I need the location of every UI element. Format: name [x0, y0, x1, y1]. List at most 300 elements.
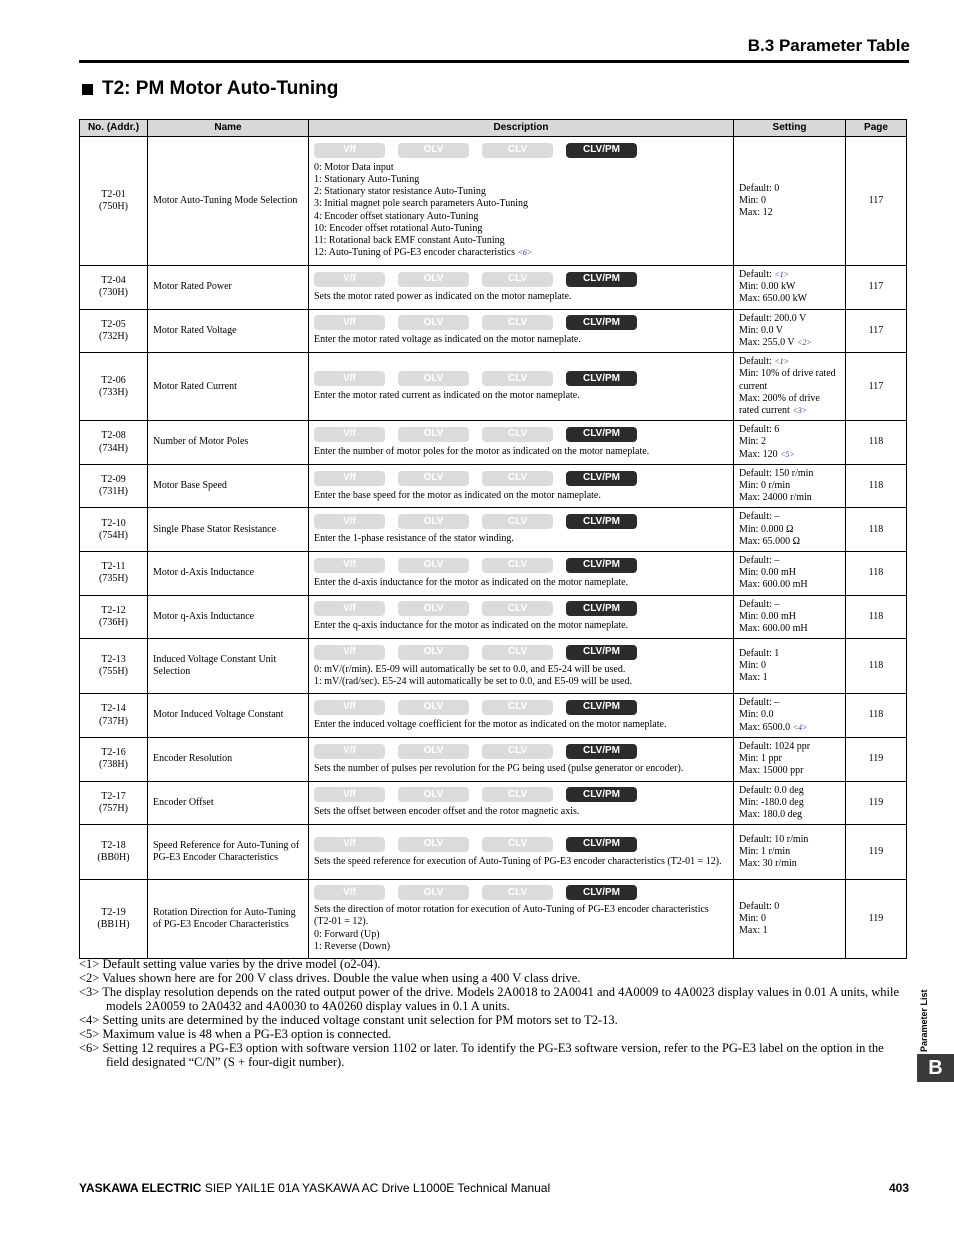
table-row — [80, 694, 907, 738]
control-mode-badges — [314, 700, 728, 715]
control-mode-badge: OLV — [398, 837, 469, 852]
parameter-number-cell — [80, 639, 148, 694]
control-mode-badge: CLV — [482, 272, 553, 287]
parameter-number: T2-09 — [101, 473, 126, 485]
parameter-setting-cell — [734, 825, 846, 880]
setting-line — [739, 269, 840, 281]
parameter-address: (735H) — [99, 573, 128, 585]
setting-value: Default: – — [739, 598, 780, 610]
setting-value: Min: 0.0 V — [739, 324, 783, 336]
parameter-page-ref: 118 — [846, 552, 907, 596]
setting-value: Default: 1 — [739, 647, 780, 659]
control-mode-badge: CLV — [482, 371, 553, 386]
setting-line — [739, 449, 840, 461]
side-tab-letter: B — [917, 1054, 954, 1082]
setting-value: Default: – — [739, 697, 780, 709]
footnote: <6> Setting 12 requires a PG-E3 option with software version 1102 or later. To identify the PG-E3 software version, refer to the PG-E3 label on the option in the field designated “C/N” (S + four-digit number). — [79, 1041, 884, 1069]
setting-line — [739, 697, 840, 709]
parameter-number: T2-01 — [101, 188, 126, 200]
setting-value: Min: 2 — [739, 436, 766, 448]
parameter-setting-cell — [734, 266, 846, 310]
parameter-number-cell — [80, 353, 148, 421]
description-line: Sets the direction of motor rotation for execution of Auto-Tuning of PG-E3 encoder characteristics (T2-01 = 12). — [314, 904, 709, 928]
parameter-number: T2-08 — [101, 430, 126, 442]
parameter-number: T2-10 — [101, 517, 126, 529]
parameter-name: Single Phase Stator Resistance — [148, 508, 309, 552]
control-mode-badge: CLV — [482, 315, 553, 330]
description-line: 1: mV/(rad/sec). E5-24 will automatically be set to 0.0, and E5-09 will be used. — [314, 675, 632, 687]
setting-line — [739, 648, 840, 660]
setting-value: Max: 12 — [739, 207, 773, 219]
setting-value: Default: 200.0 V — [739, 312, 807, 324]
table-row — [80, 508, 907, 552]
parameter-page-ref: 117 — [846, 309, 907, 353]
side-tab-label: Parameter List — [919, 989, 929, 1052]
description-line: Enter the motor rated current as indicated on the motor nameplate. — [314, 390, 580, 402]
parameter-setting-cell — [734, 880, 846, 959]
setting-line — [739, 424, 840, 436]
setting-value: Max: 600.00 mH — [739, 623, 808, 635]
parameter-name: Motor Rated Power — [148, 266, 309, 310]
parameter-number-cell — [80, 421, 148, 465]
table-row — [80, 880, 907, 959]
control-mode-badge: CLV — [482, 601, 553, 616]
parameter-number: T2-13 — [101, 654, 126, 666]
control-mode-badge: V/f — [314, 558, 385, 573]
setting-line — [739, 785, 840, 797]
setting-line — [739, 913, 840, 925]
setting-line — [739, 660, 840, 672]
parameter-number-cell — [80, 508, 148, 552]
footnote-reference: <1> — [774, 357, 790, 367]
parameter-page-ref: 117 — [846, 353, 907, 421]
setting-value: Min: 0 — [739, 913, 766, 924]
control-mode-badge: V/f — [314, 272, 385, 287]
header-rule — [79, 60, 909, 63]
setting-value: Min: 0.0 — [739, 709, 774, 721]
parameter-address: (737H) — [99, 715, 128, 727]
control-mode-badge: CLV/PM — [566, 272, 637, 287]
parameter-description-cell — [309, 639, 734, 694]
parameter-number: T2-19 — [101, 906, 126, 918]
control-mode-badge: V/f — [314, 885, 385, 900]
description-line: Sets the number of pulses per revolution for the PG being used (pulse generator or encoder). — [314, 762, 684, 774]
setting-value: Min: 0.00 mH — [739, 567, 796, 579]
setting-line — [739, 797, 840, 809]
footnote-reference: <1> — [774, 270, 790, 279]
control-mode-badge: CLV/PM — [566, 514, 637, 529]
parameter-number: T2-12 — [101, 604, 126, 616]
parameter-number: T2-04 — [101, 275, 126, 287]
control-mode-badge: V/f — [314, 645, 385, 660]
setting-line — [739, 925, 840, 937]
table-row — [80, 464, 907, 508]
setting-line — [739, 555, 840, 567]
parameter-name: Motor Induced Voltage Constant — [148, 694, 309, 738]
control-mode-badge: OLV — [398, 371, 469, 386]
description-line: Enter the induced voltage coefficient for the motor as indicated on the motor nameplate. — [314, 718, 667, 730]
parameter-name: Motor Rated Voltage — [148, 309, 309, 353]
description-line: Enter the q-axis inductance for the motor as indicated on the motor nameplate. — [314, 620, 629, 632]
setting-value: Max: 120 — [739, 448, 778, 460]
control-mode-badges — [314, 427, 728, 442]
control-mode-badge: OLV — [398, 787, 469, 802]
footer — [79, 1181, 909, 1195]
parameter-name: Motor Auto-Tuning Mode Selection — [148, 137, 309, 266]
setting-line — [739, 207, 840, 219]
control-mode-badge: OLV — [398, 427, 469, 442]
control-mode-badge: CLV/PM — [566, 885, 637, 900]
description-line: 0: Forward (Up) — [314, 928, 380, 940]
control-mode-badge: CLV — [482, 514, 553, 529]
setting-line — [739, 599, 840, 611]
control-mode-badges — [314, 885, 728, 900]
parameter-address: (755H) — [99, 666, 128, 678]
control-mode-badge: OLV — [398, 471, 469, 486]
page-title-text: T2: PM Motor Auto-Tuning — [102, 78, 339, 99]
setting-value: Min: -180.0 deg — [739, 796, 804, 808]
parameter-setting-cell — [734, 737, 846, 781]
table-header-row — [80, 120, 907, 137]
description-line: 4: Encoder offset stationary Auto-Tuning — [314, 210, 479, 222]
setting-value: Min: 0.000 Ω — [739, 523, 794, 535]
control-mode-badge: V/f — [314, 837, 385, 852]
control-mode-badge: V/f — [314, 143, 385, 158]
parameter-description-cell — [309, 353, 734, 421]
parameter-number-cell — [80, 880, 148, 959]
parameter-number-cell — [80, 781, 148, 825]
control-mode-badges — [314, 601, 728, 616]
description-line: 1: Reverse (Down) — [314, 940, 391, 952]
page-number: 403 — [888, 1181, 909, 1195]
setting-line — [739, 611, 840, 623]
setting-value: Max: 180.0 deg — [739, 808, 803, 820]
parameter-address: (733H) — [99, 386, 128, 398]
control-mode-badge: OLV — [398, 601, 469, 616]
parameter-address: (734H) — [99, 442, 128, 454]
control-mode-badge: OLV — [398, 514, 469, 529]
control-mode-badge: CLV — [482, 787, 553, 802]
control-mode-badges — [314, 315, 728, 330]
parameter-number-cell — [80, 595, 148, 639]
setting-value: Default: 6 — [739, 424, 780, 436]
square-bullet-icon — [82, 84, 93, 95]
setting-line — [739, 480, 840, 492]
control-mode-badge: CLV/PM — [566, 837, 637, 852]
setting-value: Default: 10 r/min — [739, 833, 809, 845]
table-row — [80, 825, 907, 880]
setting-value: Default: – — [739, 555, 780, 567]
control-mode-badge: CLV — [482, 645, 553, 660]
setting-line — [739, 281, 840, 293]
parameter-description-cell — [309, 421, 734, 465]
parameter-setting-cell — [734, 552, 846, 596]
control-mode-badge: V/f — [314, 315, 385, 330]
parameter-table — [79, 119, 907, 959]
control-mode-badge: CLV — [482, 558, 553, 573]
parameter-description-cell — [309, 266, 734, 310]
column-header-description: Description — [309, 120, 734, 137]
setting-value: Default: 1024 ppr — [739, 740, 811, 752]
setting-line — [739, 858, 840, 870]
table-row — [80, 266, 907, 310]
section-header: B.3 Parameter Table — [747, 36, 910, 55]
description-line: Enter the base speed for the motor as indicated on the motor nameplate. — [314, 489, 601, 501]
setting-line — [739, 337, 840, 349]
parameter-name: Number of Motor Poles — [148, 421, 309, 465]
setting-value: Min: 0.00 mH — [739, 610, 796, 622]
setting-line — [739, 709, 840, 721]
parameter-name: Induced Voltage Constant Unit Selection — [148, 639, 309, 694]
parameter-page-ref: 119 — [846, 737, 907, 781]
setting-line — [739, 623, 840, 635]
setting-value: Max: 1 — [739, 672, 768, 684]
description-line: 1: Stationary Auto-Tuning — [314, 173, 420, 185]
description-line: 12: Auto-Tuning of PG-E3 encoder characteristics — [314, 247, 515, 259]
parameter-number-cell — [80, 694, 148, 738]
setting-line — [739, 293, 840, 305]
parameter-number-cell — [80, 309, 148, 353]
setting-value: Min: 0 — [739, 660, 766, 672]
setting-value: Min: 0 r/min — [739, 480, 791, 492]
parameter-page-ref: 118 — [846, 639, 907, 694]
parameter-address: (754H) — [99, 529, 128, 541]
control-mode-badge: CLV/PM — [566, 371, 637, 386]
parameter-number: T2-14 — [101, 703, 126, 715]
parameter-address: (731H) — [99, 486, 128, 498]
control-mode-badges — [314, 744, 728, 759]
parameter-number-cell — [80, 552, 148, 596]
control-mode-badges — [314, 645, 728, 660]
table-row — [80, 309, 907, 353]
parameter-description-cell — [309, 137, 734, 266]
setting-line — [739, 722, 840, 734]
parameter-setting-cell — [734, 639, 846, 694]
setting-line — [739, 492, 840, 504]
setting-value: Max: 600.00 mH — [739, 579, 808, 591]
control-mode-badge: CLV/PM — [566, 558, 637, 573]
setting-value: Default: — [739, 356, 772, 368]
description-line: 3: Initial magnet pole search parameters Auto-Tuning — [314, 198, 529, 210]
setting-line — [739, 195, 840, 207]
control-mode-badge: CLV — [482, 700, 553, 715]
setting-line — [739, 356, 840, 368]
description-line: Enter the motor rated voltage as indicated on the motor nameplate. — [314, 334, 581, 346]
setting-line — [739, 567, 840, 579]
setting-line — [739, 313, 840, 325]
setting-line — [739, 834, 840, 846]
parameter-address: (736H) — [99, 616, 128, 628]
footnote-reference: <3> — [792, 406, 808, 416]
setting-line — [739, 765, 840, 777]
control-mode-badges — [314, 371, 728, 386]
parameter-description-cell — [309, 595, 734, 639]
footer-doc-title: SIEP YAIL1E 01A YASKAWA AC Drive L1000E Technical Manual — [204, 1181, 551, 1195]
setting-line — [739, 183, 840, 195]
table-row — [80, 639, 907, 694]
setting-value: Default: 0.0 deg — [739, 784, 804, 796]
footnote: <4> Setting units are determined by the induced voltage constant unit selection for PM motors set to T2-13. — [79, 1013, 618, 1027]
setting-line — [739, 846, 840, 858]
parameter-description-cell — [309, 464, 734, 508]
control-mode-badge: CLV/PM — [566, 700, 637, 715]
parameter-page-ref: 119 — [846, 781, 907, 825]
parameter-number: T2-18 — [101, 839, 126, 851]
control-mode-badge: CLV/PM — [566, 471, 637, 486]
parameter-page-ref: 117 — [846, 266, 907, 310]
setting-value: Max: 200% of drive rated current — [739, 392, 820, 417]
footnote: <3> The display resolution depends on the rated output power of the drive. Models 2A0018 to 2A0041 and 4A0009 to 4A0023 display values in 0.01 A units, while models 2A0059 to 2A0432 and 4A0030 to 4A0260 display values in 0.1 A units. — [79, 985, 900, 1013]
page-title — [82, 78, 338, 100]
setting-line — [739, 436, 840, 448]
description-line: 0: mV/(r/min). E5-09 will automatically be set to 0.0, and E5-24 will be used. — [314, 663, 626, 675]
control-mode-badge: CLV — [482, 471, 553, 486]
control-mode-badges — [314, 514, 728, 529]
description-line: Sets the speed reference for execution of Auto-Tuning of PG-E3 encoder characteristics (T2-01 = 12). — [314, 855, 722, 867]
parameter-name: Encoder Resolution — [148, 737, 309, 781]
parameter-number: T2-16 — [101, 746, 126, 758]
parameter-address: (BB1H) — [97, 919, 130, 931]
footnote-reference: <5> — [780, 449, 795, 459]
parameter-number: T2-17 — [101, 790, 126, 802]
control-mode-badges — [314, 787, 728, 802]
control-mode-badge: OLV — [398, 143, 469, 158]
parameter-page-ref: 118 — [846, 464, 907, 508]
setting-value: Max: 255.0 V — [739, 337, 795, 349]
setting-value: Max: 30 r/min — [739, 858, 797, 870]
setting-value: Default: 150 r/min — [739, 467, 814, 479]
control-mode-badge: V/f — [314, 427, 385, 442]
setting-line — [739, 579, 840, 591]
control-mode-badge: OLV — [398, 272, 469, 287]
description-line: 0: Motor Data input — [314, 161, 394, 173]
parameter-number: T2-05 — [101, 318, 126, 330]
setting-value: Min: 0 — [739, 194, 766, 206]
parameter-number-cell — [80, 737, 148, 781]
control-mode-badge: OLV — [398, 315, 469, 330]
parameter-page-ref: 119 — [846, 880, 907, 959]
setting-line — [739, 524, 840, 536]
control-mode-badge: OLV — [398, 885, 469, 900]
setting-value: Max: 24000 r/min — [739, 492, 812, 504]
footnote-reference: <4> — [792, 722, 808, 732]
control-mode-badge: V/f — [314, 371, 385, 386]
control-mode-badge: CLV/PM — [566, 744, 637, 759]
table-row — [80, 737, 907, 781]
control-mode-badge: CLV/PM — [566, 143, 637, 158]
control-mode-badge: CLV — [482, 143, 553, 158]
parameter-name: Encoder Offset — [148, 781, 309, 825]
setting-value: Min: 1 ppr — [739, 753, 782, 765]
control-mode-badge: CLV — [482, 837, 553, 852]
parameter-address: (732H) — [99, 330, 128, 342]
column-header-page: Page — [846, 120, 907, 137]
setting-line — [739, 809, 840, 821]
setting-line — [739, 325, 840, 337]
parameter-number-cell — [80, 464, 148, 508]
parameter-description-cell — [309, 508, 734, 552]
setting-value: Max: 1 — [739, 925, 768, 937]
setting-value: Max: 15000 ppr — [739, 765, 804, 777]
setting-value: Min: 10% of drive rated current — [739, 368, 836, 392]
description-line: Sets the offset between encoder offset and the rotor magnetic axis. — [314, 806, 580, 818]
parameter-description-cell — [309, 309, 734, 353]
setting-line — [739, 468, 840, 480]
control-mode-badge: CLV/PM — [566, 645, 637, 660]
parameter-page-ref: 117 — [846, 137, 907, 266]
control-mode-badge: V/f — [314, 514, 385, 529]
setting-value: Default: – — [739, 511, 780, 523]
table-row — [80, 552, 907, 596]
description-line: Enter the number of motor poles for the motor as indicated on the motor nameplate. — [314, 445, 650, 457]
setting-line — [739, 672, 840, 684]
setting-line — [739, 536, 840, 548]
parameter-name: Motor Base Speed — [148, 464, 309, 508]
parameter-number: T2-06 — [101, 374, 126, 386]
column-header-no: No. (Addr.) — [80, 120, 148, 137]
parameter-description-cell — [309, 781, 734, 825]
setting-line — [739, 901, 840, 913]
control-mode-badge: CLV — [482, 744, 553, 759]
parameter-name: Speed Reference for Auto-Tuning of PG-E3 Encoder Characteristics — [148, 825, 309, 880]
parameter-number: T2-11 — [101, 561, 126, 573]
control-mode-badge: V/f — [314, 744, 385, 759]
parameter-setting-cell — [734, 508, 846, 552]
table-row — [80, 781, 907, 825]
parameter-address: (750H) — [99, 201, 128, 212]
description-line: Sets the motor rated power as indicated on the motor nameplate. — [314, 290, 572, 302]
parameter-setting-cell — [734, 464, 846, 508]
setting-value: Default: 0 — [739, 900, 780, 912]
control-mode-badge: CLV — [482, 427, 553, 442]
description-line: Enter the 1-phase resistance of the stator winding. — [314, 533, 514, 545]
setting-line — [739, 741, 840, 753]
control-mode-badge: OLV — [398, 645, 469, 660]
parameter-address: (757H) — [99, 802, 128, 814]
control-mode-badge: V/f — [314, 601, 385, 616]
setting-value: Default: 0 — [739, 182, 780, 194]
footer-brand: YASKAWA ELECTRIC — [79, 1181, 202, 1195]
parameter-name: Motor q-Axis Inductance — [148, 595, 309, 639]
control-mode-badge: CLV/PM — [566, 427, 637, 442]
parameter-page-ref: 119 — [846, 825, 907, 880]
footnote-reference: <6> — [517, 248, 533, 258]
parameter-setting-cell — [734, 595, 846, 639]
footnote-reference: <2> — [796, 338, 812, 348]
setting-line — [739, 511, 840, 523]
control-mode-badges — [314, 143, 728, 158]
parameter-description-cell — [309, 880, 734, 959]
control-mode-badge: CLV/PM — [566, 787, 637, 802]
setting-value: Max: 65.000 Ω — [739, 535, 801, 547]
parameter-page-ref: 118 — [846, 595, 907, 639]
control-mode-badges — [314, 837, 728, 852]
control-mode-badge: OLV — [398, 700, 469, 715]
parameter-name: Motor d-Axis Inductance — [148, 552, 309, 596]
setting-value: Max: 6500.0 — [739, 721, 791, 733]
footnote: <2> Values shown here are for 200 V class drives. Double the value when using a 400 V class drive. — [79, 971, 581, 985]
description-line: 10: Encoder offset rotational Auto-Tuning — [314, 222, 483, 234]
control-mode-badges — [314, 558, 728, 573]
parameter-description-cell — [309, 694, 734, 738]
parameter-name: Rotation Direction for Auto-Tuning of PG-E3 Encoder Characteristics — [148, 880, 309, 959]
parameter-page-ref: 118 — [846, 421, 907, 465]
control-mode-badge: V/f — [314, 787, 385, 802]
footnote: <5> Maximum value is 48 when a PG-E3 option is connected. — [79, 1027, 392, 1041]
control-mode-badges — [314, 272, 728, 287]
parameter-description-cell — [309, 552, 734, 596]
column-header-setting: Setting — [734, 120, 846, 137]
